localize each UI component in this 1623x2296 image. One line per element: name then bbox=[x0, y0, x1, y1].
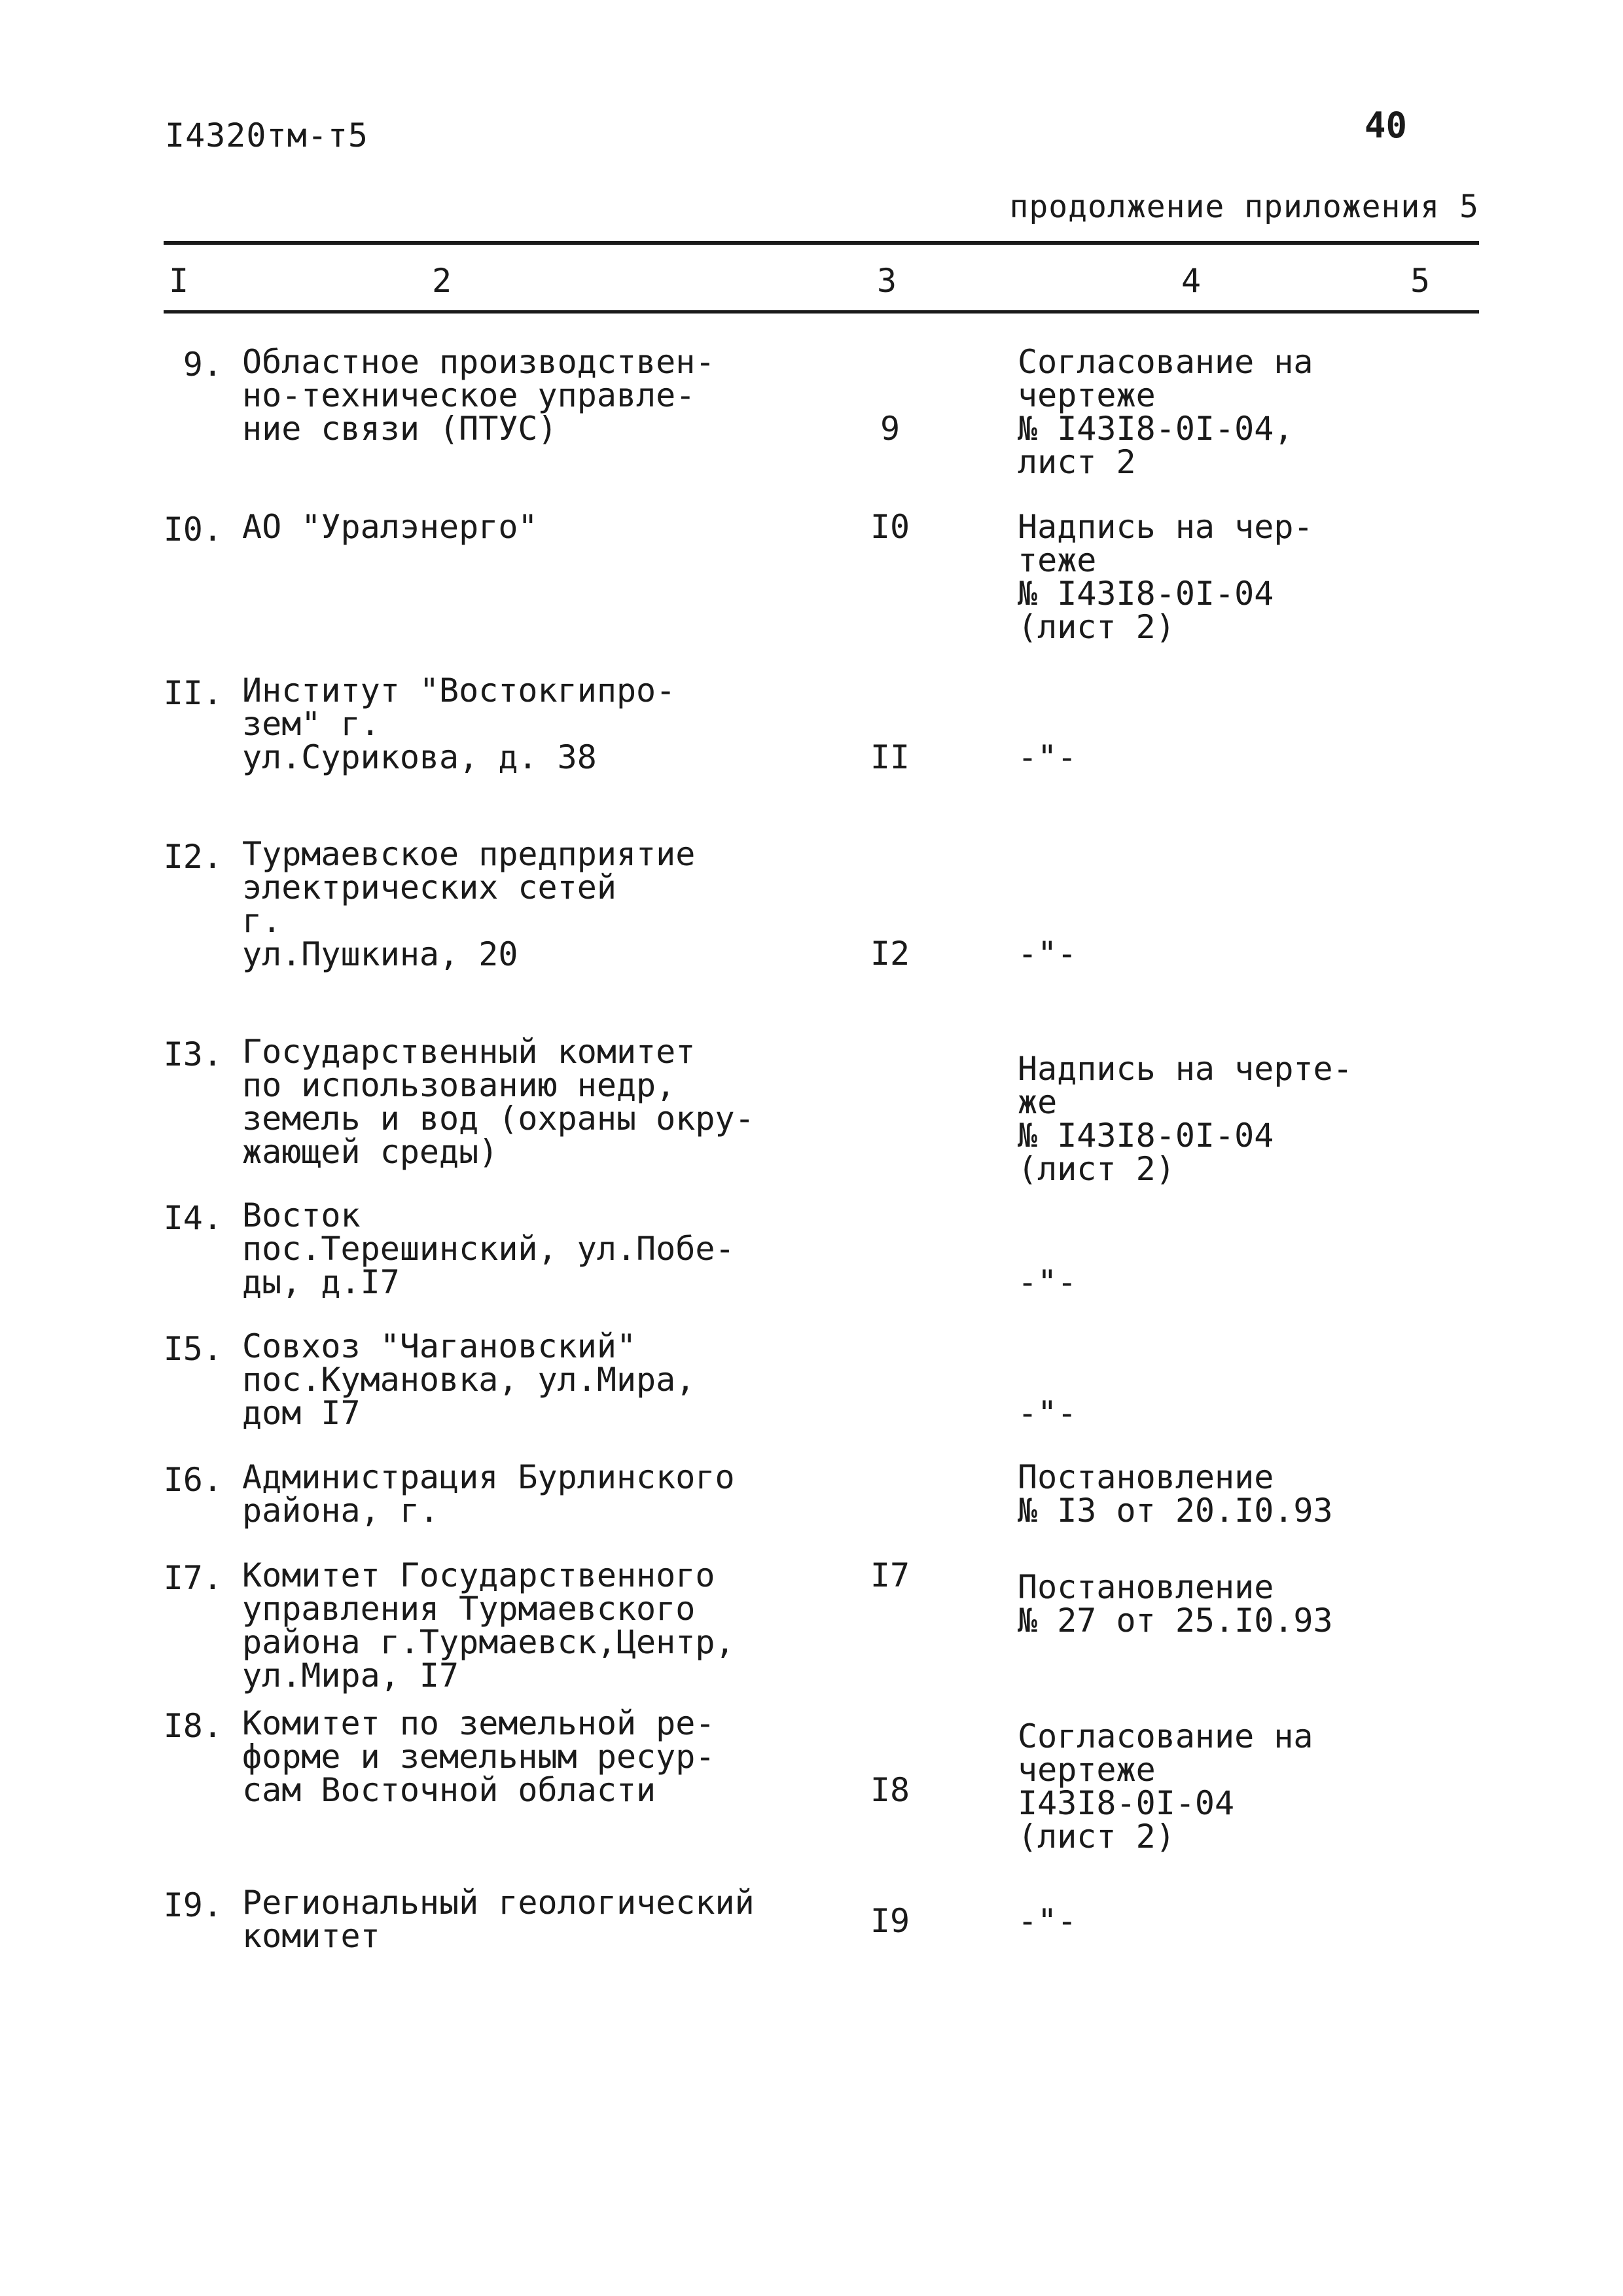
organization: Совхоз "Чагановский" пос.Кумановка, ул.Мира, дом I7 bbox=[242, 1327, 696, 1432]
organization: АО "Уралэнерго" bbox=[242, 508, 538, 546]
approval-note: Постановление № 27 от 25.I0.93 bbox=[1018, 1568, 1333, 1640]
approval-note: -"- bbox=[1018, 1394, 1077, 1432]
organization: Областное производствен- но-техническое управле- ние связи (ПТУС) bbox=[242, 343, 715, 448]
document-ref: I0 bbox=[870, 508, 910, 546]
column-header-4: 4 bbox=[1181, 262, 1202, 300]
organization: Комитет Государственного управления Турмаевского района г.Турмаевск,Центр, ул.Мира, I7 bbox=[242, 1556, 735, 1695]
approval-note: Надпись на чер- теже № I43I8-0I-04 (лист 2) bbox=[1018, 508, 1313, 646]
organization: Институт "Востокгипро- зем" г. ул.Сурикова, д. 38 bbox=[242, 672, 676, 776]
document-ref: I8 bbox=[870, 1771, 910, 1809]
document-code: I4320тм-т5 bbox=[165, 117, 369, 154]
column-header-5: 5 bbox=[1410, 262, 1431, 300]
organization: Комитет по земельной ре- форме и земельным ресур- сам Восточной области bbox=[242, 1704, 715, 1809]
document-ref: I7 bbox=[870, 1556, 910, 1594]
document-ref: I9 bbox=[870, 1902, 910, 1940]
row-number: I3. bbox=[163, 1035, 223, 1073]
approval-note: Надпись на черте- же № I43I8-0I-04 (лист 2) bbox=[1018, 1050, 1353, 1188]
document-ref: II bbox=[870, 738, 910, 776]
column-header-3: 3 bbox=[877, 262, 897, 300]
approval-note: Постановление № I3 от 20.I0.93 bbox=[1018, 1458, 1333, 1530]
table-header-rule bbox=[164, 310, 1479, 314]
row-number: I5. bbox=[163, 1330, 223, 1368]
organization: Государственный комитет по использованию недр, земель и вод (охраны окру- жающей среды) bbox=[242, 1033, 755, 1171]
organization: Восток пос.Терешинский, ул.Побе- ды, д.I7 bbox=[242, 1196, 735, 1301]
document-ref: 9 bbox=[880, 410, 901, 448]
row-number: I6. bbox=[163, 1461, 223, 1499]
column-header-1: I bbox=[169, 262, 189, 300]
row-number: 9. bbox=[183, 346, 223, 384]
column-header-2: 2 bbox=[432, 262, 452, 300]
continuation-note: продолжение приложения 5 bbox=[1009, 188, 1479, 225]
row-number: I8. bbox=[163, 1707, 223, 1745]
row-number: I7. bbox=[163, 1559, 223, 1597]
approval-note: -"- bbox=[1018, 935, 1077, 973]
approval-note: -"- bbox=[1018, 738, 1077, 776]
table-top-rule bbox=[164, 241, 1479, 245]
row-number: II. bbox=[163, 674, 223, 712]
approval-note: -"- bbox=[1018, 1902, 1077, 1940]
approval-note: Согласование на чертеже № I43I8-0I-04, лист 2 bbox=[1018, 343, 1313, 481]
organization: Региональный геологический комитет bbox=[242, 1884, 755, 1955]
row-number: I0. bbox=[163, 511, 223, 548]
approval-note: Согласование на чертеже I43I8-0I-04 (лист 2) bbox=[1018, 1717, 1313, 1856]
page-number: 40 bbox=[1364, 105, 1408, 146]
row-number: I4. bbox=[163, 1199, 223, 1237]
document-ref: I2 bbox=[870, 935, 910, 973]
organization: Турмаевское предприятие электрических сетей г. ул.Пушкина, 20 bbox=[242, 835, 696, 973]
organization: Администрация Бурлинского района, г. bbox=[242, 1458, 735, 1530]
approval-note: -"- bbox=[1018, 1263, 1077, 1301]
row-number: I2. bbox=[163, 838, 223, 876]
row-number: I9. bbox=[163, 1886, 223, 1924]
